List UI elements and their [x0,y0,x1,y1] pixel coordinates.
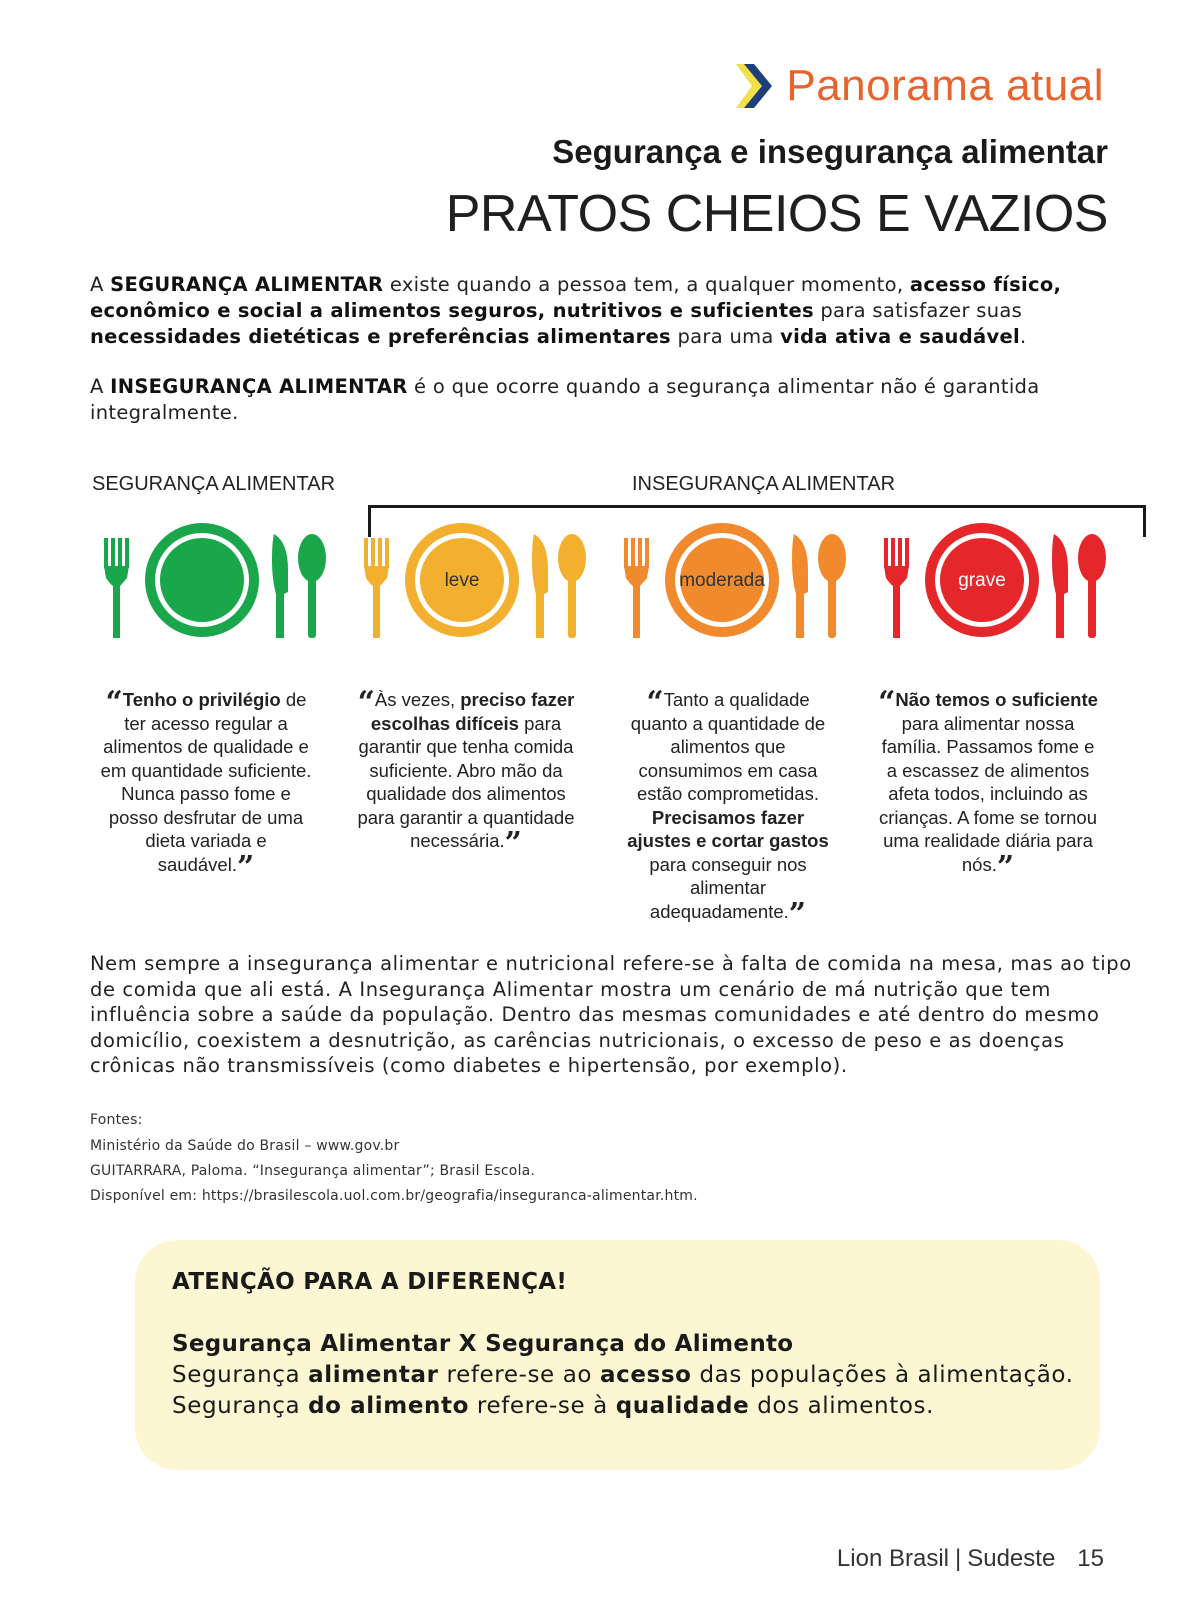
open-quote-icon: “ [105,685,123,720]
definition-inseguranca: A INSEGURANÇA ALIMENTAR é o que ocorre quando a segurança alimentar não é garantida integralmente. [90,375,1040,424]
plate-seguranca [102,520,332,670]
section-tag [734,60,1104,112]
page-title: PRATOS CHEIOS E VAZIOS [445,185,1108,243]
source-item: GUITARRARA, Paloma. “Insegurança alimentar”; Brasil Escola. [90,1163,536,1179]
attention-line-2: Segurança do alimento refere-se à qualidade dos alimentos. [172,1393,934,1419]
open-quote-icon: “ [357,685,375,720]
quote-leve: “Às vezes, preciso fazer escolhas difíceis para garantir que tenha comida suficiente. Abro mão da qualidade dos alimentos para garantir a quantidade necessária.” [357,685,575,861]
page-subtitle: Segurança e insegurança alimentar [552,133,1108,170]
spoon-icon [558,534,586,638]
publication-name: Lion Brasil [836,1545,949,1572]
fork-icon [884,538,909,638]
category-label-inseguranca: INSEGURANÇA ALIMENTAR [632,473,896,495]
region-name: Sudeste [967,1545,1056,1572]
attention-line-1: Segurança alimentar refere-se ao acesso das populações à alimentação. [172,1362,1074,1388]
sources-heading: Fontes: [90,1112,143,1128]
open-quote-icon: “ [878,685,896,720]
definition-seguranca: A SEGURANÇA ALIMENTAR existe quando a pessoa tem, a qualquer momento, acesso físico, econômico e social a alimentos seguros, nutritivos e suficientes para satisfazer suas necessidades dietéticas e preferências alimentares para uma vida ativa e saudável. [90,273,1062,348]
plate-label: leve [444,570,480,591]
plate-moderada [622,520,852,670]
close-quote-icon: ” [504,826,522,861]
spoon-icon [298,534,326,638]
open-quote-icon: “ [646,685,664,720]
quote-moderada: “Tanto a qualidade quanto a quantidade de alimentos que consumimos em casa estão comprometidas. Precisamos fazer ajustes e cortar gastos para conseguir nos alimentar adequadamente.” [627,685,829,932]
chevron-arrow-icon [734,62,774,110]
attention-subtitle: Segurança Alimentar X Segurança do Alimento [172,1331,794,1357]
plate-icon [145,523,259,637]
source-item: Disponível em: https://brasilescola.uol.com.br/geografia/inseguranca-alimentar.htm. [90,1188,698,1204]
section-tag-label: Panorama atual [786,61,1104,110]
plate-leve [362,520,592,670]
quote-seguranca: “Tenho o privilégio de ter acesso regular a alimentos de qualidade e em quantidade suficiente. Nunca passo fome e posso desfrutar de uma dieta variada e saudável.” [100,685,312,885]
close-quote-icon: ” [996,849,1015,885]
plate-label: moderada [679,570,765,591]
fork-icon [104,538,129,638]
fork-icon [624,538,649,638]
close-quote-icon: ” [236,849,255,885]
knife-icon [792,534,808,638]
spoon-icon [1078,534,1106,638]
plate-label: grave [958,570,1006,591]
quote-grave: “Não temos o suficiente para alimentar nossa família. Passamos fome e a escassez de alimentos afeta todos, incluindo as crianças. A fome se tornou uma realidade diária para nós.” [878,685,1098,885]
page-number: 15 [1077,1545,1104,1572]
knife-icon [532,534,548,638]
attention-title: ATENÇÃO PARA A DIFERENÇA! [172,1269,568,1295]
close-quote-icon: ” [788,896,807,932]
knife-icon [272,534,288,638]
category-label-seguranca: SEGURANÇA ALIMENTAR [92,473,336,495]
page-footer [837,1545,1104,1573]
fork-icon [364,538,389,638]
source-item: Ministério da Saúde do Brasil – www.gov.br [90,1138,400,1154]
spoon-icon [818,534,846,638]
body-paragraph: Nem sempre a insegurança alimentar e nutricional refere-se à falta de comida na mesa, mas ao tipo de comida que ali está. A Insegurança Alimentar mostra um cenário de má nutrição que tem influência sobre a saúde da população. Dentro das mesmas comunidades e até dentro do mesmo domicílio, coexistem a desnutrição, as carências nutricionais, o excesso de peso e as doenças crônicas não transmissíveis (como diabetes e hipertensão, por exemplo). [90,952,1132,1077]
footer-separator: | [954,1545,962,1572]
knife-icon [1052,534,1068,638]
plate-grave [882,520,1112,670]
